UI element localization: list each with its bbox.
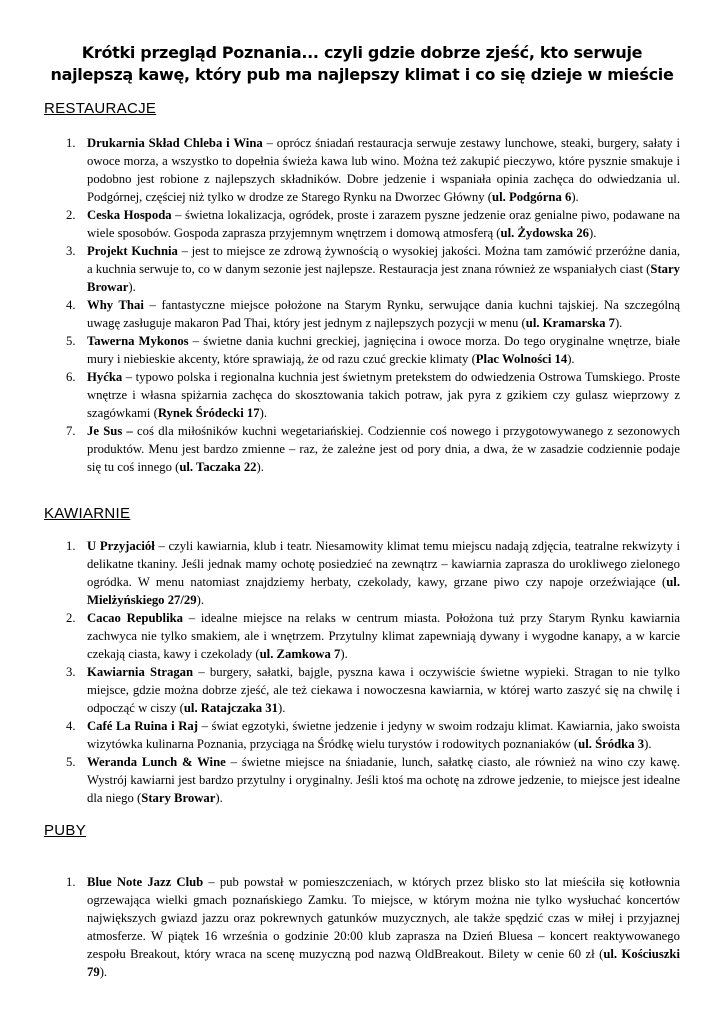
item-end-punctuation: ).: [571, 190, 579, 204]
list-item: [44, 332, 680, 368]
item-end-punctuation: ).: [567, 352, 575, 366]
place-address: ul. Śródka 3: [578, 737, 645, 751]
place-description: – fantastyczne miejsce położone na Starym Rynku, serwujące dania kuchni tajskiej. Na szczególną uwagę zasługuje makaron Pad Thai, który jest jednym z najlepszych pozycji w menu (: [87, 298, 680, 330]
item-number: 4.: [66, 719, 76, 733]
place-address: ul. Taczaka 22: [179, 460, 257, 474]
item-end-punctuation: ).: [277, 701, 286, 715]
list-item: [44, 242, 680, 296]
item-end-punctuation: ).: [589, 226, 597, 240]
place-name: Hyćka: [87, 370, 123, 384]
list-item: [44, 663, 680, 717]
place-address: ul. Kramarska 7: [525, 316, 615, 330]
item-number: 4.: [66, 298, 76, 312]
item-end-punctuation: ).: [256, 460, 264, 474]
place-name: Tawerna Mykonos: [87, 334, 189, 348]
place-description: – typowo polska i regionalna kuchnia jest świetnym pretekstem do odwiedzenia Ostrowa Tumskiego. Proste wnętrze i własna spiżarnia zachęca do skosztowania takich potraw, jak pyra z gzikiem czy gulasz wieprzowy z szagówkami (: [87, 370, 680, 420]
place-description: – świetne miejsce na śniadanie, lunch, sałatkę ciasto, ale również na wino czy kawę. Wystrój kawiarni jest bardzo przytulny i oryginalny. Jeśli ktoś ma ochotę na zdrowe jedzenie, to miejsce jest idealne dla niego (: [87, 755, 681, 805]
place-address: ul. Żydowska 26: [500, 226, 590, 240]
section-heading-puby: PUBY: [44, 822, 87, 839]
place-name: Projekt Kuchnia: [87, 244, 178, 258]
place-description: – świetne dania kuchni greckiej, jagnięcina i owoce morza. Do tego oryginalne wnętrze, białe mury i niebieskie akcenty, które sprawiają, że od razu czuć greckie klimaty (: [87, 334, 680, 366]
pub-list: [44, 873, 680, 981]
place-address: Stary Browar: [141, 791, 216, 805]
item-end-punctuation: ).: [196, 593, 205, 607]
place-address: Plac Wolności 14: [475, 352, 568, 366]
item-number: 3.: [66, 665, 76, 679]
place-address: ul. Zamkowa 7: [259, 647, 341, 661]
place-name: Ceska Hospoda: [87, 208, 172, 222]
list-item: [44, 206, 680, 242]
place-name: Weranda Lunch & Wine: [87, 755, 226, 769]
place-description: – świat egzotyki, świetne jedzenie i jedyny w swoim rodzaju klimat. Kawiarnia, jako swoista wizytówka kulinarna Poznania, przyciąga na Śródkę wielu turystów i rodowitych poznaniaków (: [87, 719, 680, 751]
item-end-punctuation: ).: [99, 965, 108, 979]
list-item: [44, 873, 680, 981]
place-description: – czyli kawiarnia, klub i teatr. Niesamowity klimat temu miejscu nadają zdjęcia, teatralne rekwizyty i delikatne tkaniny. Jeśli jednak mamy ochotę posiedzieć na zewnątrz – kawiarnia zaprasza do urokliwego zielonego ogródka. W menu natomiast znajdziemy herbaty, czekolady, kawy, grzane piwo czy napoje orzeźwiające (: [87, 539, 680, 589]
place-name: Café La Ruina i Raj: [87, 719, 198, 733]
item-number: 2.: [66, 208, 76, 222]
place-name: Cacao Republika: [87, 611, 184, 625]
place-name: U Przyjaciół: [87, 539, 155, 553]
place-description: – burgery, sałatki, bajgle, pyszna kawa i oczywiście świetne wypieki. Stragan to nie tylko miejsce, gdzie można dobrze zjeść, ale też ciekawa i nowoczesna kawiarnia, w której warto zaszyć się na chwilę i odpocząć w ciszy (: [87, 665, 680, 715]
list-item: [44, 609, 680, 663]
place-address: Stary Browar: [87, 262, 680, 294]
list-item: [44, 753, 680, 807]
item-end-punctuation: ).: [259, 406, 268, 420]
cafe-list: [44, 537, 680, 807]
item-number: 1.: [66, 136, 76, 150]
item-number: 3.: [66, 244, 76, 258]
section-heading-kawiarnie: KAWIARNIE: [44, 505, 131, 522]
item-end-punctuation: ).: [340, 647, 348, 661]
place-description: coś dla miłośników kuchni wegetariańskiej. Codziennie coś nowego i przygotowywanego z sezonowych produktów. Menu jest bardzo zmienne – raz, że zależne jest od pory dnia, a dwa, że w zasadzie codziennie podaje się tu coś innego (: [87, 424, 680, 474]
list-item: [44, 537, 680, 609]
item-number: 1.: [66, 539, 76, 553]
place-name: Blue Note Jazz Club: [87, 875, 204, 889]
list-item: [44, 368, 680, 422]
place-address: ul. Ratajczaka 31: [183, 701, 278, 715]
item-end-punctuation: ).: [614, 316, 623, 330]
place-address: ul. Kościuszki 79: [87, 947, 680, 979]
item-number: 1.: [66, 875, 76, 889]
list-item: [44, 422, 680, 476]
place-description: – pub powstał w pomieszczeniach, w których przez blisko sto lat mieściła się kotłownia ogrzewająca wielki gmach poznańskiego Zamku. To miejsce, w którym można nie tylko wysłuchać koncertów największych gwiazd jazzu oraz pokrewnych gatunków muzycznych, ale także spędzić czas w miłej i przyjaznej atmosferze. W piątek 16 września o godzinie 20:00 klub zaprasza na Dzień Bluesa – koncert reaktywowanego zespołu Breakout, który wraca na scenę muzyczną pod nazwą OldBreakout. Bilety w cenie 60 zł (: [87, 875, 680, 961]
place-address: ul. Mielżyńskiego 27/29: [87, 575, 680, 607]
list-item: [44, 296, 680, 332]
place-name: Kawiarnia Stragan: [87, 665, 194, 679]
list-item: [44, 717, 680, 753]
item-number: 6.: [66, 370, 76, 384]
place-name: Je Sus –: [87, 424, 133, 438]
place-description: – oprócz śniadań restauracja serwuje zestawy lunchowe, steaki, burgery, sałaty i owoce morza, a wszystko to dopełnia świeża kawa lub wino. Można też zakupić pieczywo, które pysznie smakuje i podobno jest robione z najlepszych składników. Dobre jedzenie i wspaniała opinia zachęca do odwiedzania ul. Podgórnej, częściej niż tylko w drodze ze Starego Rynku na Dworzec Główny (: [87, 136, 680, 204]
page-title: Krótki przegląd Poznania... czyli gdzie dobrze zjeść, kto serwuje najlepszą kawę, który pub ma najlepszy klimat i co się dzieje w mieście: [50, 43, 674, 84]
restaurant-list: [44, 134, 680, 476]
item-end-punctuation: ).: [644, 737, 652, 751]
place-description: – świetna lokalizacja, ogródek, proste i zarazem pyszne jedzenie oraz genialne piwo, podawane na wiele sposobów. Gospoda zaprasza przyjemnym wnętrzem i domową atmosferą (: [87, 208, 680, 240]
place-address: Rynek Śródecki 17: [157, 406, 260, 420]
place-name: Drukarnia Skład Chleba i Wina: [87, 136, 263, 150]
place-description: – jest to miejsce ze zdrową żywnością o wysokiej jakości. Można tam zamówić przeróżne dania, a kuchnia serwuje to, co w danym sezonie jest najlepsze. Restauracja jest znana również ze wspaniałych ciast (: [87, 244, 681, 276]
item-end-punctuation: ).: [128, 280, 136, 294]
place-name: Why Thai: [87, 298, 144, 312]
item-number: 5.: [66, 334, 76, 348]
place-address: ul. Podgórna 6: [492, 190, 572, 204]
item-number: 5.: [66, 755, 76, 769]
item-number: 7.: [66, 424, 76, 438]
item-end-punctuation: ).: [215, 791, 223, 805]
item-number: 2.: [66, 611, 76, 625]
section-heading-restauracje: RESTAURACJE: [44, 100, 157, 117]
list-item: [44, 134, 680, 206]
place-description: – idealne miejsce na relaks w centrum miasta. Położona tuż przy Starym Rynku kawiarnia zachwyca nie tylko smakiem, ale i wnętrzem. Przytulny klimat zapewniają dywany i wygodne kanapy, a w karcie czekają ciasta, kawy i czekolady (: [87, 611, 680, 661]
